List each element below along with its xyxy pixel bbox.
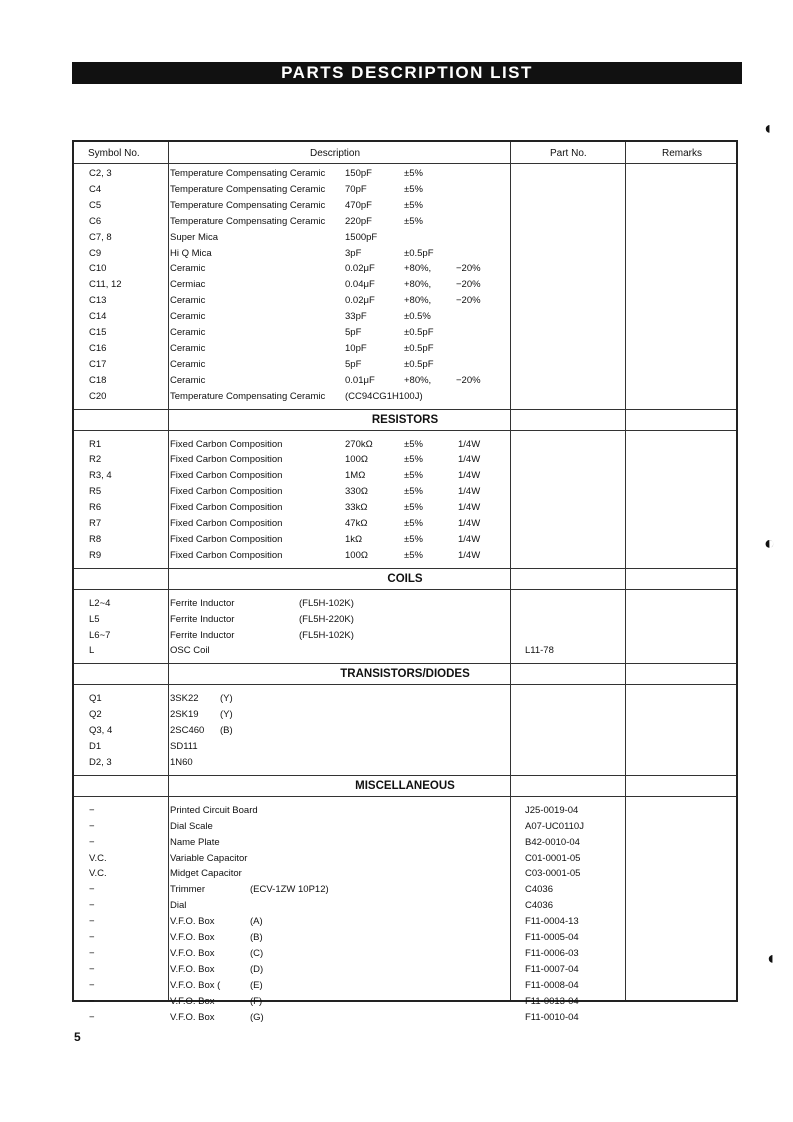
row-rating: −20% <box>456 263 481 275</box>
row-symbol: C18 <box>89 374 107 386</box>
row-symbol: − <box>89 947 95 959</box>
row-value: (FL5H-102K) <box>299 629 354 641</box>
row-tolerance: ±5% <box>404 168 423 179</box>
row-description: Fixed Carbon Composition <box>170 549 283 561</box>
section-divider <box>74 684 736 685</box>
row-description: V.F.O. Box <box>170 947 215 959</box>
row-value: 70pF <box>345 183 367 195</box>
row-symbol: Q3, 4 <box>89 725 113 737</box>
row-description: Fixed Carbon Composition <box>170 454 283 466</box>
row-symbol: V.C. <box>89 868 107 880</box>
row-value: (C) <box>250 947 264 959</box>
row-symbol: L5 <box>89 613 100 625</box>
row-symbol: V.C. <box>89 852 107 864</box>
section-divider <box>74 796 736 797</box>
row-tolerance: ±0.5pF <box>404 342 434 354</box>
row-tolerance: ±0.5pF <box>404 327 434 338</box>
binding-hole-mark: ◖ <box>765 948 776 968</box>
row-symbol: − <box>89 979 95 991</box>
row-rating: 1/4W <box>458 454 481 466</box>
section-heading: RESISTORS <box>371 413 439 426</box>
row-value: 5pF <box>345 358 362 370</box>
row-description: Dial Scale <box>170 820 213 832</box>
row-value: 47kΩ <box>345 518 368 529</box>
row-description: Ceramic <box>170 358 206 370</box>
row-rating: 1/4W <box>458 438 481 450</box>
row-description: 2SK19 <box>170 709 199 721</box>
section-heading: MISCELLANEOUS <box>355 779 455 792</box>
row-symbol: C17 <box>89 358 107 370</box>
row-part-no: F11-0013-04 <box>525 995 579 1007</box>
section-divider <box>74 568 736 569</box>
row-symbol: − <box>89 820 95 832</box>
row-value: (CC94CG1H100J) <box>345 390 423 402</box>
row-description: Fixed Carbon Composition <box>170 438 283 450</box>
col-divider <box>168 142 169 1000</box>
row-rating: 1/4W <box>458 502 481 514</box>
row-description: 2SC460 <box>170 725 205 737</box>
row-value: 150pF <box>345 168 372 179</box>
row-tolerance: ±0.5pF <box>404 247 434 259</box>
row-symbol: C6 <box>89 215 102 227</box>
row-description: Variable Capacitor <box>170 852 248 864</box>
page-number: 5 <box>74 1030 81 1044</box>
row-symbol: R9 <box>89 549 102 561</box>
row-tolerance: +80%, <box>404 295 432 307</box>
row-value: 0.02μF <box>345 263 375 275</box>
row-tolerance: ±0.5pF <box>404 358 434 370</box>
row-value: (F) <box>250 995 263 1007</box>
section-divider <box>74 775 736 776</box>
row-part-no: F11-0004-13 <box>525 916 579 928</box>
row-part-no: B42-0010-04 <box>525 836 580 848</box>
row-value: 100Ω <box>345 454 368 466</box>
section-divider <box>74 430 736 431</box>
row-value: 0.01μF <box>345 374 375 386</box>
row-description: V.F.O. Box <box>170 932 215 943</box>
row-rating: 1/4W <box>458 549 481 561</box>
row-symbol: C10 <box>89 263 107 275</box>
row-description: SD111 <box>170 741 198 752</box>
row-description: Temperature Compensating Ceramic <box>170 183 326 195</box>
row-symbol: − <box>89 804 95 816</box>
row-symbol: L <box>89 645 95 657</box>
row-part-no: F11-0007-04 <box>525 963 579 975</box>
row-tolerance: ±5% <box>404 502 423 514</box>
row-symbol: C15 <box>89 327 107 338</box>
row-value: (G) <box>250 1011 264 1023</box>
row-symbol: − <box>89 1011 95 1023</box>
row-description: V.F.O. Box <box>170 995 215 1007</box>
row-description: Cermiac <box>170 279 206 291</box>
row-value: 33pF <box>345 311 367 323</box>
row-symbol: C13 <box>89 295 107 307</box>
col-divider <box>510 142 511 1000</box>
page-title: PARTS DESCRIPTION LIST <box>72 62 742 84</box>
row-description: Ferrite Inductor <box>170 597 235 609</box>
row-value: 100Ω <box>345 549 368 561</box>
row-description: Dial <box>170 900 187 912</box>
row-description: Ceramic <box>170 311 206 323</box>
row-value: (Y) <box>220 709 233 721</box>
binding-hole-mark: ◖ <box>762 118 773 138</box>
row-value: 270kΩ <box>345 438 373 450</box>
row-symbol: − <box>89 916 95 928</box>
row-tolerance: ±5% <box>404 470 423 482</box>
row-value: 1MΩ <box>345 470 366 482</box>
row-part-no: A07-UC0110J <box>525 820 584 832</box>
row-description: Ferrite Inductor <box>170 629 235 641</box>
row-symbol: − <box>89 932 95 943</box>
header-description: Description <box>310 148 361 159</box>
row-value: 1500pF <box>345 231 378 243</box>
row-value: 470pF <box>345 199 372 211</box>
section-divider <box>74 589 736 590</box>
header-remarks: Remarks <box>662 148 703 159</box>
row-symbol: C11, 12 <box>89 279 122 291</box>
row-part-no: F11-0008-04 <box>525 979 579 991</box>
row-symbol: L2~4 <box>89 597 111 609</box>
row-value: (B) <box>250 932 263 943</box>
row-description: OSC Coil <box>170 645 210 657</box>
row-tolerance: +80%, <box>404 263 432 275</box>
header-symbol: Symbol No. <box>88 148 140 159</box>
row-description: Fixed Carbon Composition <box>170 470 283 482</box>
row-description: Temperature Compensating Ceramic <box>170 168 326 179</box>
section-heading: TRANSISTORS/DIODES <box>340 668 470 681</box>
header-divider <box>74 163 736 164</box>
row-symbol: − <box>89 836 95 848</box>
row-tolerance: ±5% <box>404 454 423 466</box>
row-description: 3SK22 <box>170 693 199 705</box>
row-value: 0.04μF <box>345 279 375 291</box>
row-value: 330Ω <box>345 486 368 498</box>
header-part-no: Part No. <box>550 148 587 159</box>
row-description: Ferrite Inductor <box>170 613 235 625</box>
row-symbol: C14 <box>89 311 107 323</box>
row-description: Hi Q Mica <box>170 247 212 259</box>
row-tolerance: ±5% <box>404 549 423 561</box>
row-value: 220pF <box>345 215 372 227</box>
row-rating: 1/4W <box>458 486 481 498</box>
row-symbol: R3, 4 <box>89 470 112 482</box>
row-part-no: C4036 <box>525 884 553 896</box>
row-symbol: D1 <box>89 741 102 752</box>
row-symbol: C9 <box>89 247 102 259</box>
row-symbol: C4 <box>89 183 102 195</box>
row-symbol: Q1 <box>89 693 102 705</box>
row-value: 3pF <box>345 247 362 259</box>
row-description: Ceramic <box>170 295 206 307</box>
row-description: Ceramic <box>170 327 206 338</box>
row-part-no: J25-0019-04 <box>525 804 579 816</box>
row-tolerance: ±5% <box>404 486 423 498</box>
row-value: (Y) <box>220 693 233 705</box>
row-symbol: R6 <box>89 502 102 514</box>
row-description: V.F.O. Box <box>170 963 215 975</box>
parts-table <box>72 140 738 1023</box>
row-value: (B) <box>220 725 233 737</box>
row-value: (D) <box>250 963 264 975</box>
row-description: Midget Capacitor <box>170 868 242 880</box>
row-tolerance: +80%, <box>404 374 432 386</box>
row-part-no: F11-0010-04 <box>525 1011 579 1023</box>
row-description: Fixed Carbon Composition <box>170 533 283 545</box>
row-symbol: C16 <box>89 342 107 354</box>
row-symbol: − <box>89 900 95 912</box>
row-rating: 1/4W <box>458 518 481 529</box>
row-tolerance: +80%, <box>404 279 432 291</box>
row-symbol: C7, 8 <box>89 231 112 243</box>
row-description: Temperature Compensating Ceramic <box>170 390 326 402</box>
row-rating: 1/4W <box>458 533 481 545</box>
section-heading: COILS <box>387 572 423 585</box>
row-value: (FL5H-102K) <box>299 597 354 609</box>
row-symbol: − <box>89 963 95 975</box>
row-rating: −20% <box>456 374 481 386</box>
row-symbol: R8 <box>89 533 102 545</box>
col-divider <box>625 142 626 1000</box>
row-description: Temperature Compensating Ceramic <box>170 215 326 227</box>
row-description: Ceramic <box>170 374 206 386</box>
row-description: Printed Circuit Board <box>170 804 258 816</box>
row-symbol: C5 <box>89 199 102 211</box>
row-part-no: C03-0001-05 <box>525 868 581 880</box>
section-divider <box>74 409 736 410</box>
row-rating: 1/4W <box>458 470 481 482</box>
row-part-no: F11-0005-04 <box>525 932 579 943</box>
row-description: Super Mica <box>170 231 219 243</box>
row-value: (ECV-1ZW 10P12) <box>250 884 329 896</box>
row-description: Fixed Carbon Composition <box>170 518 283 529</box>
row-tolerance: ±5% <box>404 183 423 195</box>
row-symbol: C20 <box>89 390 107 402</box>
row-part-no: C4036 <box>525 900 553 912</box>
row-symbol: R7 <box>89 518 102 529</box>
row-value: (FL5H-220K) <box>299 613 354 625</box>
row-value: 0.02μF <box>345 295 375 307</box>
row-symbol: R5 <box>89 486 102 498</box>
row-symbol: R2 <box>89 454 102 466</box>
binding-hole-mark: ◐ <box>764 533 775 553</box>
row-symbol: D2, 3 <box>89 756 112 768</box>
row-part-no: F11-0006-03 <box>525 947 579 959</box>
row-rating: −20% <box>456 279 481 291</box>
row-tolerance: ±5% <box>404 533 423 545</box>
row-value: 1kΩ <box>345 533 363 545</box>
row-description: Ceramic <box>170 263 206 275</box>
row-symbol: L6~7 <box>89 629 111 641</box>
row-description: Ceramic <box>170 342 206 354</box>
row-value: (E) <box>250 979 263 991</box>
row-part-no: C01-0001-05 <box>525 852 581 864</box>
row-description: V.F.O. Box ( <box>170 979 221 991</box>
row-tolerance: ±5% <box>404 518 423 529</box>
row-symbol: R1 <box>89 438 102 450</box>
section-divider <box>74 663 736 664</box>
row-description: Name Plate <box>170 836 220 848</box>
row-value: 5pF <box>345 327 362 338</box>
row-description: Temperature Compensating Ceramic <box>170 199 326 211</box>
row-description: Trimmer <box>170 884 205 896</box>
row-description: V.F.O. Box <box>170 916 215 928</box>
row-rating: −20% <box>456 295 481 307</box>
row-value: 33kΩ <box>345 502 368 514</box>
row-tolerance: ±5% <box>404 199 423 211</box>
row-symbol: C2, 3 <box>89 168 112 179</box>
row-tolerance: ±5% <box>404 215 423 227</box>
row-tolerance: ±0.5% <box>404 311 431 323</box>
row-description: 1N60 <box>170 756 193 768</box>
row-symbol: − <box>89 995 95 1007</box>
row-value: 10pF <box>345 342 367 354</box>
row-value: (A) <box>250 916 263 928</box>
row-description: Fixed Carbon Composition <box>170 502 283 514</box>
row-part-no: L11-78 <box>525 645 554 657</box>
row-tolerance: ±5% <box>404 438 423 450</box>
row-symbol: − <box>89 884 95 896</box>
row-description: V.F.O. Box <box>170 1011 215 1023</box>
row-description: Fixed Carbon Composition <box>170 486 283 498</box>
row-symbol: Q2 <box>89 709 102 721</box>
